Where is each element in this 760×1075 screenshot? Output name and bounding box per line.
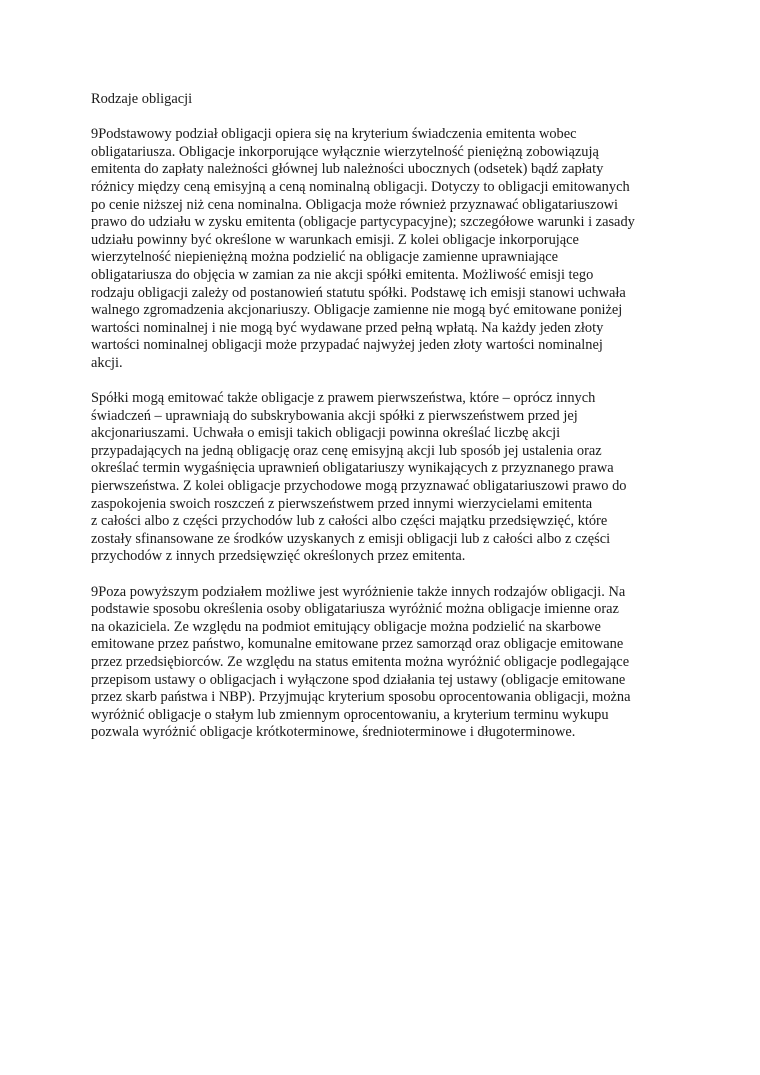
text-line: akcji. <box>91 354 123 371</box>
text-line: pozwala wyróżnić obligacje krótkoterminowe, średnioterminowe i długoterminowe. <box>91 724 576 741</box>
text-line: 9Podstawowy podział obligacji opiera się na kryterium świadczenia emitenta wobec <box>91 126 577 143</box>
text-line: przychodów z innych przedsięwzięć określonych przez emitenta. <box>91 548 466 565</box>
paragraph-spacer <box>91 373 675 391</box>
text-line: świadczeń – uprawniają do subskrybowania akcji spółki z pierwszeństwem przed jej <box>91 407 578 424</box>
text-line: emitowane przez państwo, komunalne emitowane przez samorząd oraz obligacje emitowane <box>91 636 624 653</box>
text-line: udziału powinny być określone w warunkach emisji. Z kolei obligacje inkorporujące <box>91 231 579 248</box>
text-line: emitenta do zapłaty należności głównej lub należności ubocznych (odsetek) bądź zapłaty <box>91 161 604 178</box>
text-line: akcjonariuszami. Uchwała o emisji takich obligacji powinna określać liczbę akcji <box>91 425 561 442</box>
text-line: pierwszeństwa. Z kolei obligacje przychodowe mogą przyznawać obligatariuszowi prawo do <box>91 478 627 495</box>
text-line: wierzytelność niepieniężną można podzielić na obligacje zamienne uprawniające <box>91 249 559 266</box>
text-line: obligatariusza do objęcia w zamian za nie akcji spółki emitenta. Możliwość emisji tego <box>91 266 594 283</box>
text-line: Spółki mogą emitować także obligacje z prawem pierwszeństwa, które – oprócz innych <box>91 390 596 407</box>
text-line: wyróżnić obligacje o stałym lub zmiennym oprocentowaniu, a kryterium terminu wykupu <box>91 706 609 723</box>
text-line: obligatariusza. Obligacje inkorporujące wyłącznie wierzytelność pieniężną zobowiązują <box>91 143 599 160</box>
paragraph-3 <box>91 584 675 742</box>
text-line: podstawie sposobu określenia osoby obligatariusza wyróżnić można obligacje imienne oraz <box>91 601 619 618</box>
text-line: zaspokojenia swoich roszczeń z pierwszeństwem przed innymi wierzycielami emitenta <box>91 495 593 512</box>
text-line: na okaziciela. Ze względu na podmiot emitujący obligacje można podzielić na skarbowe <box>91 618 601 635</box>
paragraph-1 <box>91 126 675 372</box>
text-line: wartości nominalnej obligacji może przypadać najwyżej jeden złoty wartości nominalnej <box>91 337 603 354</box>
text-line: po cenie niższej niż cena nominalna. Obligacja może również przyznawać obligatariuszowi <box>91 196 619 213</box>
text-line: przez przedsiębiorców. Ze względu na status emitenta można wyróżnić obligacje podlegające <box>91 654 630 670</box>
paragraph-spacer <box>91 109 675 127</box>
text-line: określać termin wygaśnięcia uprawnień obligatariuszy wynikających z przyznanego prawa <box>91 460 614 477</box>
text-line: wartości nominalnej i nie mogą być wydawane przed pełną wpłatą. Na każdy jeden złoty <box>91 319 604 336</box>
text-line: przez skarb państwa i NBP). Przyjmując kryterium sposobu oprocentowania obligacji, można <box>91 689 631 706</box>
text-line: zostały sfinansowane ze środków uzyskanych z emisji obligacji lub z całości albo z części <box>91 530 611 547</box>
text-line: przepisom ustawy o obligacjach i wyłączone spod działania tej ustawy (obligacje emitowane <box>91 671 626 688</box>
text-line: 9Poza powyższym podziałem możliwe jest wyróżnienie także innych rodzajów obligacji. Na <box>91 583 626 600</box>
text-line: prawo do udziału w zysku emitenta (obligacje partycypacyjne); szczegółowe warunki i zasady <box>91 214 635 231</box>
document-body <box>91 91 675 742</box>
text-line: przypadających na jedną obligację oraz cenę emisyjną akcji lub sposób jej ustalenia oraz <box>91 442 602 459</box>
text-line: różnicy między ceną emisyjną a ceną nominalną obligacji. Dotyczy to obligacji emitowanych <box>91 178 630 195</box>
text-line: rodzaju obligacji zależy od postanowień statutu spółki. Podstawę ich emisji stanowi uchwała <box>91 284 626 301</box>
text-line: z całości albo z części przychodów lub z całości albo części majątku przedsięwzięć, które <box>91 513 608 530</box>
document-title: Rodzaje obligacji <box>91 91 193 107</box>
paragraph-2 <box>91 390 675 566</box>
text-line: walnego zgromadzenia akcjonariuszy. Obligacje zamienne nie mogą być emitowane poniżej <box>91 302 623 319</box>
paragraph-spacer <box>91 566 675 584</box>
